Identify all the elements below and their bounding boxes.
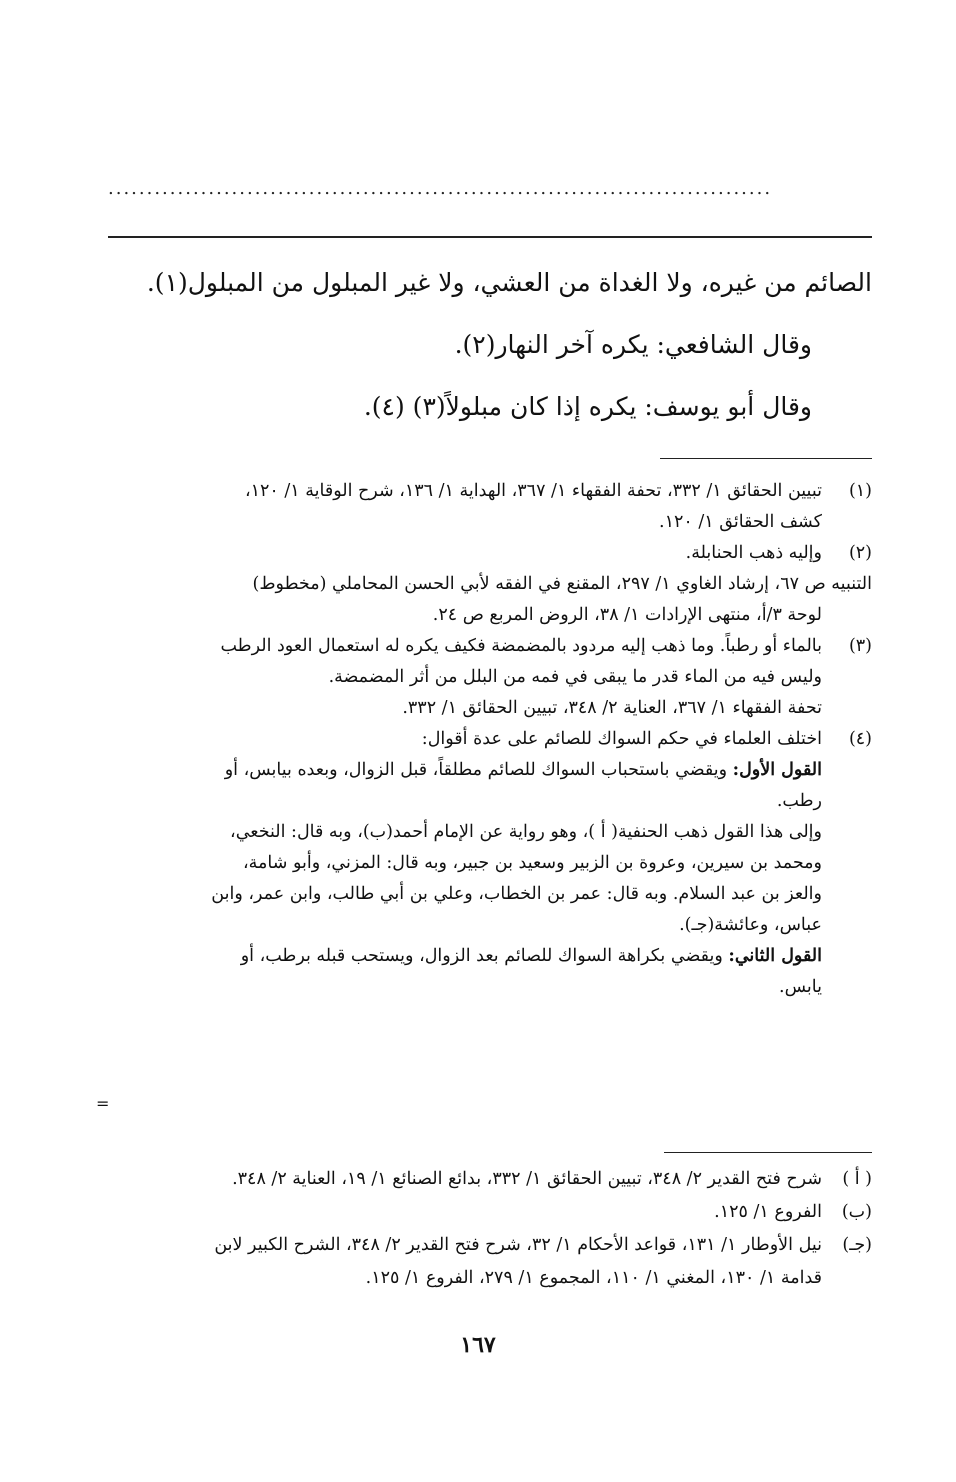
footnote-rule xyxy=(660,458,872,459)
footnote-4-line-a: اختلف العلماء في حكم السواك للصائم على عدة أقوال: xyxy=(421,729,822,749)
opinion-2-line xyxy=(102,941,822,972)
footnote-3-line-a: بالماء أو رطباً. وما ذهب إليه مردود بالمضمضة فكيف يكره له استعمال العود الرطب xyxy=(220,636,822,656)
footnote-1-line-b: كشف الحقائق ١/ ١٢٠. xyxy=(659,512,822,532)
sub-footnote-b-text: الفروع ١/ ١٢٥. xyxy=(714,1202,822,1222)
opinion-1-line-d: والعز بن عبد السلام. وبه قال: عمر بن الخطاب، وعلي بن أبي طالب، وابن عمر، وابن xyxy=(211,884,822,904)
opinion-1-label: القول الأول: xyxy=(732,760,822,780)
sub-footnote-c-mark: (جـ) xyxy=(842,1235,872,1255)
footnote-2-line-c: لوحة ٣/أ، منتهى الإرادات ١/ ٣٨، الروض المربع ص ٢٤. xyxy=(432,605,822,625)
opinion-1-line-b: وإلى هذا القول ذهب الحنفية( أ )، وهو رواية عن الإمام أحمد(ب)، وبه قال: النخعي، xyxy=(230,822,822,842)
sub-footnote-c-line-b: قدامة ١/ ١٣٠، المغني ١/ ١١٠، المجموع ١/ ٢٧٩، الفروع ١/ ١٢٥. xyxy=(365,1268,822,1288)
opinion-2-end: يابس. xyxy=(779,977,822,997)
sub-footnote-rule xyxy=(664,1152,872,1153)
footnote-1-line-a: تبيين الحقائق ١/ ٣٣٢، تحفة الفقهاء ١/ ٣٦٧، الهداية ١/ ١٣٦، شرح الوقاية ١/ ١٢٠، xyxy=(244,481,822,501)
main-line-3: وقال أبو يوسف: يكره إذا كان مبلولاً(٣) (٤). xyxy=(363,392,812,421)
footnote-1 xyxy=(102,476,872,538)
footnote-3 xyxy=(102,631,872,724)
sub-footnote-a-mark: ( أ ) xyxy=(842,1169,872,1189)
top-rule xyxy=(108,236,872,238)
sub-footnote-c-line-a: نيل الأوطار ١/ ١٣١، قواعد الأحكام ١/ ٣٢، شرح فتح القدير ٢/ ٣٤٨، الشرح الكبير لابن xyxy=(214,1235,822,1255)
opinion-2-label: القول الثاني: xyxy=(728,946,822,966)
opinion-1-line-c: ومحمد بن سيرين، وعروة بن الزبير وسعيد بن جبير، وبه قال: المزني، وأبو شامة، xyxy=(243,853,822,873)
page-number: ١٦٧ xyxy=(460,1332,496,1358)
footnote-2-mark: (٢) xyxy=(848,543,872,563)
sub-footnote-a-text: شرح فتح القدير ٢/ ٣٤٨، تبيين الحقائق ١/ ٣٣٢، بدائع الصنائع ١/ ١٩، العناية ٢/ ٣٤٨. xyxy=(232,1169,822,1189)
footnote-4 xyxy=(102,724,872,755)
opinion-1-end: رطب. xyxy=(776,791,822,811)
sub-footnote-b-mark: (ب) xyxy=(841,1202,872,1222)
footnote-3-mark: (٣) xyxy=(848,636,872,656)
dotted-separator: ...................................................................................... xyxy=(108,178,773,198)
opinion-1-line xyxy=(102,755,822,786)
opinion-2-text: ويقضي بكراهة السواك للصائم بعد الزوال، ويستحب قبله برطب، أو xyxy=(240,946,723,966)
main-text xyxy=(102,252,872,438)
footnote-2 xyxy=(102,538,872,569)
main-line-2: وقال الشافعي: يكره آخر النهار(٢). xyxy=(454,330,812,359)
footnote-1-mark: (١) xyxy=(848,481,872,501)
opinion-1-text: ويقضي باستحباب السواك للصائم مطلقاً، قبل الزوال، وبعده بيابس، أو xyxy=(224,760,728,780)
sub-footnotes-block xyxy=(102,1163,872,1295)
footnote-2-line-b: التنبيه ص ٦٧، إرشاد الغاوي ١/ ٢٩٧، المقنع في الفقه لأبي الحسن المحاملي (مخطوط) xyxy=(252,574,872,594)
footnote-3-line-c: تحفة الفقهاء ١/ ٣٦٧، العناية ٢/ ٣٤٨، تبيين الحقائق ١/ ٣٣٢. xyxy=(402,698,822,718)
footnote-4-mark: (٤) xyxy=(848,729,872,749)
footnotes-block xyxy=(102,476,872,1003)
opinion-1-line-e: عباس، وعائشة(جـ). xyxy=(679,915,822,935)
sub-footnote-a xyxy=(102,1163,872,1196)
footnote-3-line-b: وليس فيه من الماء قدر ما يبقى في فمه من البلل من أثر المضمضة. xyxy=(328,667,822,687)
continuation-mark: = xyxy=(96,1094,110,1113)
footnote-2-line-a: وإليه ذهب الحنابلة. xyxy=(685,543,822,563)
sub-footnote-b xyxy=(102,1196,872,1229)
main-line-1: الصائم من غيره، ولا الغداة من العشي، ولا غير المبلول من المبلول(١). xyxy=(146,268,872,297)
sub-footnote-c xyxy=(102,1229,872,1295)
